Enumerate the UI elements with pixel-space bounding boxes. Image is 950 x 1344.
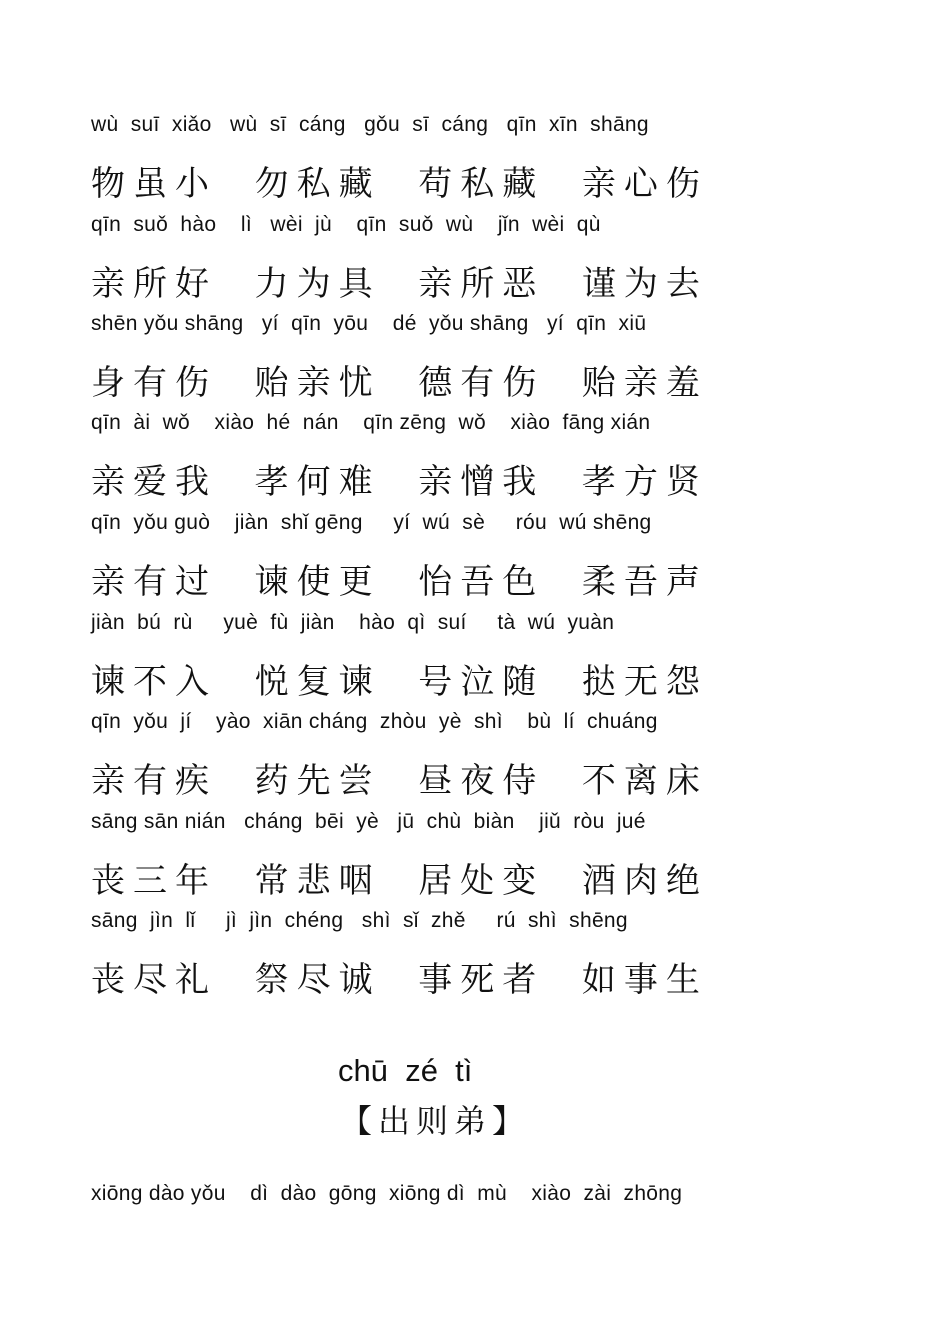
verse-block-1	[91, 112, 891, 206]
pinyin-line: sāng sān nián cháng bēi yè jū chù biàn jiǔ ròu jué	[91, 810, 646, 833]
pinyin-line: qīn ài wǒ xiào hé nán qīn zēng wǒ xiào fāng xián	[91, 411, 651, 434]
verse-block-4	[91, 410, 891, 504]
verse-block-7	[91, 709, 891, 803]
hanzi-line: 物虽小 勿私藏 苟私藏 亲心伤	[91, 164, 708, 204]
verse-block-9	[91, 908, 891, 1002]
pinyin-line: sāng jìn lǐ jì jìn chéng shì sǐ zhě rú shì shēng	[91, 909, 628, 932]
hanzi-line: 丧三年 常悲咽 居处变 酒肉绝	[91, 861, 708, 901]
pinyin-line: qīn yǒu jí yào xiān cháng zhòu yè shì bù lí chuáng	[91, 710, 658, 733]
hanzi-line: 亲有过 谏使更 怡吾色 柔吾声	[91, 562, 708, 602]
hanzi-line: 亲所好 力为具 亲所恶 谨为去	[91, 264, 708, 304]
verse-block-2	[91, 212, 891, 306]
pinyin-line: wù suī xiǎo wù sī cáng gǒu sī cáng qīn xīn shāng	[91, 113, 649, 136]
hanzi-line: 亲爱我 孝何难 亲憎我 孝方贤	[91, 462, 708, 502]
pinyin-line: qīn yǒu guò jiàn shǐ gēng yí wú sè róu wú shēng	[91, 511, 652, 534]
hanzi-line: 亲有疾 药先尝 昼夜侍 不离床	[91, 761, 708, 801]
hanzi-line: 丧尽礼 祭尽诚 事死者 如事生	[91, 960, 708, 1000]
verse-block-8	[91, 809, 891, 903]
verse-block-5	[91, 510, 891, 604]
verse-block-3	[91, 311, 891, 405]
pinyin-line: xiōng dào yǒu dì dào gōng xiōng dì mù xiào zài zhōng	[91, 1182, 683, 1205]
section-title: 【出则弟】	[340, 1102, 531, 1140]
hanzi-line: 身有伤 贻亲忧 德有伤 贻亲羞	[91, 363, 708, 403]
pinyin-line: shēn yǒu shāng yí qīn yōu dé yǒu shāng yí qīn xiū	[91, 312, 647, 335]
verse-block-6	[91, 610, 891, 704]
pinyin-line: jiàn bú rù yuè fù jiàn hào qì suí tà wú yuàn	[91, 611, 615, 634]
hanzi-line: 谏不入 悦复谏 号泣随 挞无怨	[91, 662, 708, 702]
section-title-pinyin: chū zé tì	[338, 1053, 473, 1088]
pinyin-line: qīn suǒ hào lì wèi jù qīn suǒ wù jǐn wèi qù	[91, 213, 601, 236]
